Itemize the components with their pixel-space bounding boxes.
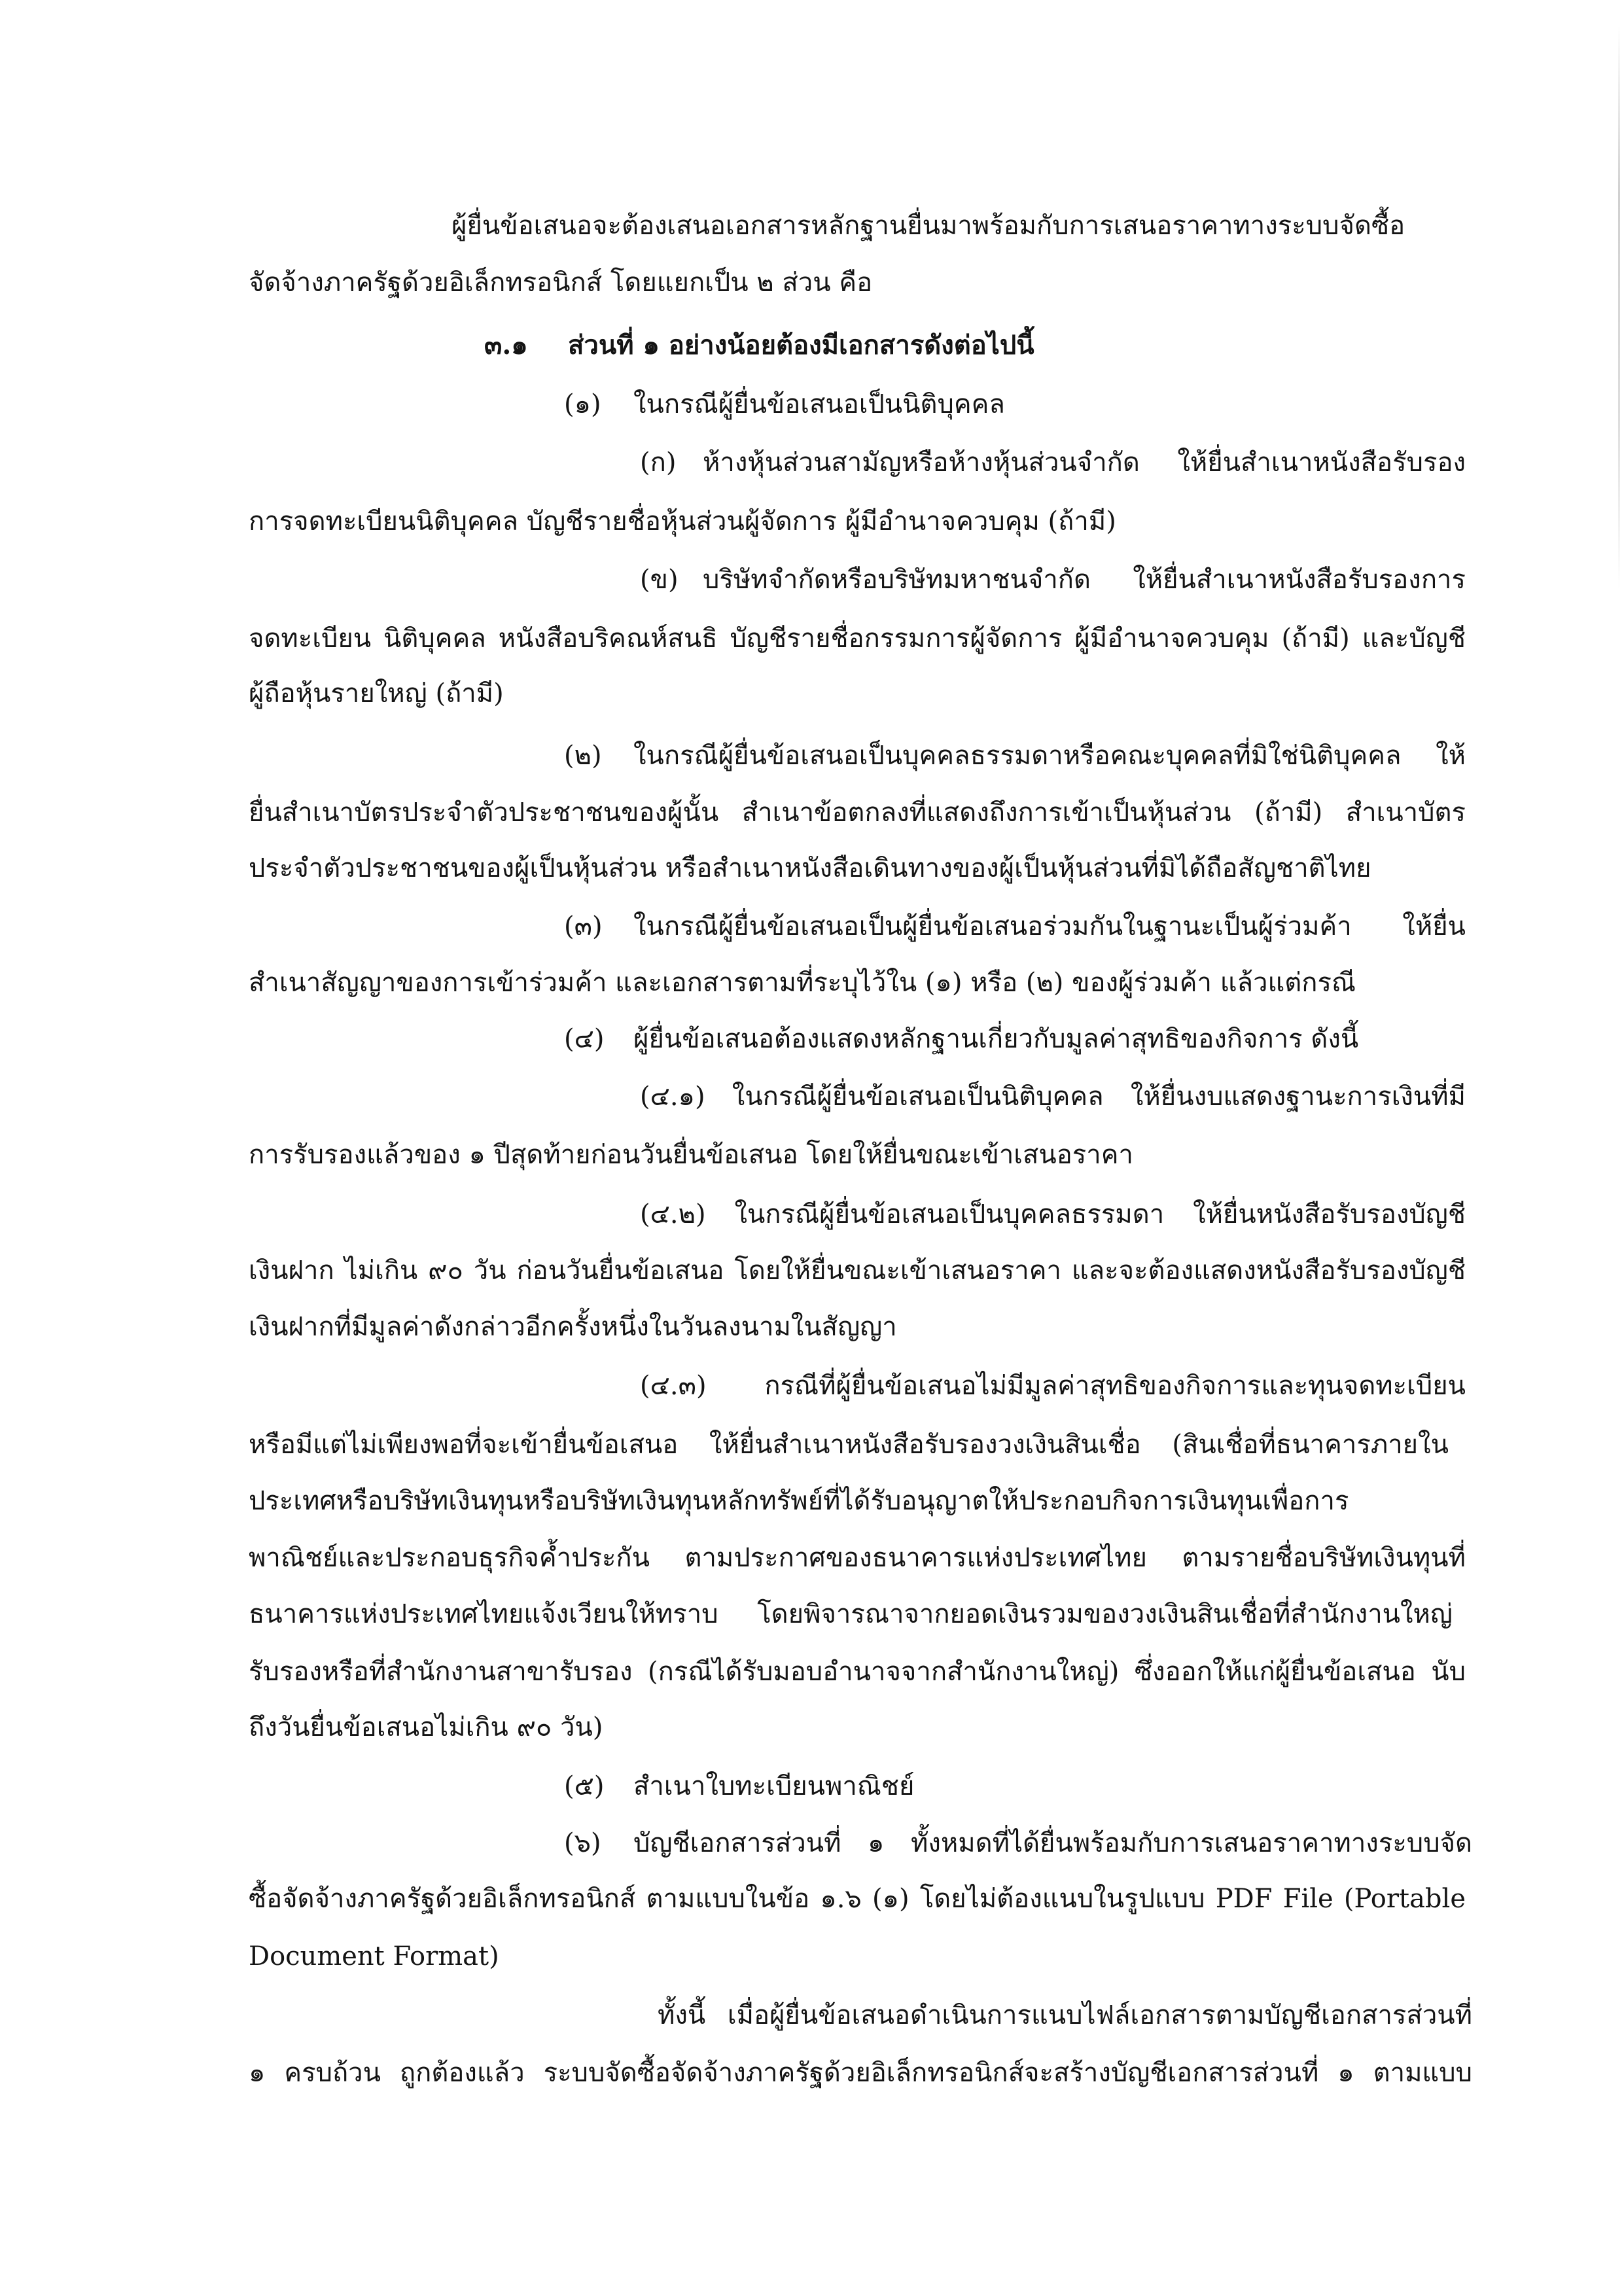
text-line: ประจำตัวประชาชนของผู้เป็นหุ้นส่วน หรือสำเนาหนังสือเดินทางของผู้เป็นหุ้นส่วนที่มิได้ถือสัญชาติไทย: [249, 853, 1371, 883]
text-line: ห้างหุ้นส่วนสามัญหรือห้างหุ้นส่วนจำกัด ให้ยื่นสำเนาหนังสือรับรอง: [703, 448, 1466, 478]
text-line: จัดจ้างภาครัฐด้วยอิเล็กทรอนิกส์ โดยแยกเป็น ๒ ส่วน คือ: [249, 268, 873, 298]
text-line: ๑ ครบถ้วน ถูกต้องแล้ว ระบบจัดซื้อจัดจ้างภาครัฐด้วยอิเล็กทรอนิกส์จะสร้างบัญชีเอกสารส่วนที่ ๑ ตามแบบ: [249, 2058, 1472, 2088]
scan-edge-mark: [1618, 26, 1620, 589]
section-heading: ส่วนที่ ๑ อย่างน้อยต้องมีเอกสารดังต่อไปนี้: [568, 330, 1034, 361]
text-line: สำเนาใบทะเบียนพาณิชย์: [633, 1771, 915, 1801]
item-marker: (๒): [564, 741, 602, 771]
text-line: ซื้อจัดจ้างภาครัฐด้วยอิเล็กทรอนิกส์ ตามแบบในข้อ ๑.๖ (๑) โดยไม่ต้องแนบในรูปแบบ PDF File (Portable: [249, 1884, 1466, 1914]
text-line: ในกรณีผู้ยื่นข้อเสนอเป็นผู้ยื่นข้อเสนอร่วมกันในฐานะเป็นผู้ร่วมค้า ให้ยื่น: [633, 911, 1466, 942]
text-line: สำเนาสัญญาของการเข้าร่วมค้า และเอกสารตามที่ระบุไว้ใน (๑) หรือ (๒) ของผู้ร่วมค้า แล้วแต่กรณี: [249, 968, 1356, 998]
text-line: (๔.๑) ในกรณีผู้ยื่นข้อเสนอเป็นนิติบุคคล ให้ยื่นงบแสดงฐานะการเงินที่มี: [640, 1082, 1466, 1112]
item-marker: (๑): [564, 389, 601, 419]
item-marker: (๕): [564, 1771, 605, 1801]
sub-item-marker: (ข): [640, 565, 679, 595]
text-line: หรือมีแต่ไม่เพียงพอที่จะเข้ายื่นข้อเสนอ ให้ยื่นสำเนาหนังสือรับรองวงเงินสินเชื่อ (สินเชื่อที่ธนาคารภายใน: [249, 1430, 1449, 1460]
text-line: ผู้ยื่นข้อเสนอต้องแสดงหลักฐานเกี่ยวกับมูลค่าสุทธิของกิจการ ดังนี้: [633, 1024, 1359, 1054]
text-line: ธนาคารแห่งประเทศไทยแจ้งเวียนให้ทราบ โดยพิจารณาจากยอดเงินรวมของวงเงินสินเชื่อที่สำนักงานใหญ่: [249, 1599, 1453, 1629]
text-line: จดทะเบียน นิติบุคคล หนังสือบริคณห์สนธิ บัญชีรายชื่อกรรมการผู้จัดการ ผู้มีอำนาจควบคุม (ถ้ามี) และบัญชี: [249, 624, 1466, 654]
text-line: การรับรองแล้วของ ๑ ปีสุดท้ายก่อนวันยื่นข้อเสนอ โดยให้ยื่นขณะเข้าเสนอราคา: [249, 1140, 1133, 1170]
text-line: (๔.๓) กรณีที่ผู้ยื่นข้อเสนอไม่มีมูลค่าสุทธิของกิจการและทุนจดทะเบียน: [640, 1371, 1466, 1401]
text-line: ในกรณีผู้ยื่นข้อเสนอเป็นนิติบุคคล: [633, 389, 1005, 419]
text-line: รับรองหรือที่สำนักงานสาขารับรอง (กรณีได้รับมอบอำนาจจากสำนักงานใหญ่) ซึ่งออกให้แก่ผู้ยื่นข้อเสนอ นับ: [249, 1657, 1466, 1687]
text-line: การจดทะเบียนนิติบุคคล บัญชีรายชื่อหุ้นส่วนผู้จัดการ ผู้มีอำนาจควบคุม (ถ้ามี): [249, 506, 1116, 537]
text-line: ถึงวันยื่นข้อเสนอไม่เกิน ๙๐ วัน): [249, 1712, 603, 1742]
item-marker: (๔): [564, 1024, 605, 1054]
sub-item-marker: (ก): [640, 448, 677, 478]
text-line: Document Format): [249, 1941, 499, 1971]
text-line: พาณิชย์และประกอบธุรกิจค้ำประกัน ตามประกาศของธนาคารแห่งประเทศไทย ตามรายชื่อบริษัทเงินทุนที่: [249, 1543, 1466, 1573]
item-marker: (๓): [564, 911, 603, 942]
text-line: ผู้ยื่นข้อเสนอจะต้องเสนอเอกสารหลักฐานยื่นมาพร้อมกับการเสนอราคาทางระบบจัดซื้อ: [451, 211, 1405, 241]
item-marker: (๖): [564, 1828, 601, 1858]
text-line: เงินฝากที่มีมูลค่าดังกล่าวอีกครั้งหนึ่งในวันลงนามในสัญญา: [249, 1312, 897, 1342]
text-line: ในกรณีผู้ยื่นข้อเสนอเป็นบุคคลธรรมดาหรือคณะบุคคลที่มิใช่นิติบุคคล ให้: [633, 741, 1466, 771]
section-number: ๓.๑: [484, 330, 528, 361]
text-line: บริษัทจำกัดหรือบริษัทมหาชนจำกัด ให้ยื่นสำเนาหนังสือรับรองการ: [703, 565, 1466, 595]
text-line: ผู้ถือหุ้นรายใหญ่ (ถ้ามี): [249, 679, 504, 709]
text-line: (๔.๒) ในกรณีผู้ยื่นข้อเสนอเป็นบุคคลธรรมดา ให้ยื่นหนังสือรับรองบัญชี: [640, 1199, 1466, 1229]
text-line: ประเทศหรือบริษัทเงินทุนหรือบริษัทเงินทุนหลักทรัพย์ที่ได้รับอนุญาตให้ประกอบกิจการเงินทุนเพื่อการ: [249, 1486, 1349, 1516]
text-line: บัญชีเอกสารส่วนที่ ๑ ทั้งหมดที่ได้ยื่นพร้อมกับการเสนอราคาทางระบบจัด: [633, 1828, 1472, 1858]
text-line: เงินฝาก ไม่เกิน ๙๐ วัน ก่อนวันยื่นข้อเสนอ โดยให้ยื่นขณะเข้าเสนอราคา และจะต้องแสดงหนังสือรับรองบัญชี: [249, 1256, 1466, 1286]
text-line: ทั้งนี้ เมื่อผู้ยื่นข้อเสนอดำเนินการแนบไฟล์เอกสารตามบัญชีเอกสารส่วนที่: [658, 2000, 1472, 2030]
text-line: ยื่นสำเนาบัตรประจำตัวประชาชนของผู้นั้น สำเนาข้อตกลงที่แสดงถึงการเข้าเป็นหุ้นส่วน (ถ้ามี) สำเนาบัตร: [249, 798, 1466, 828]
